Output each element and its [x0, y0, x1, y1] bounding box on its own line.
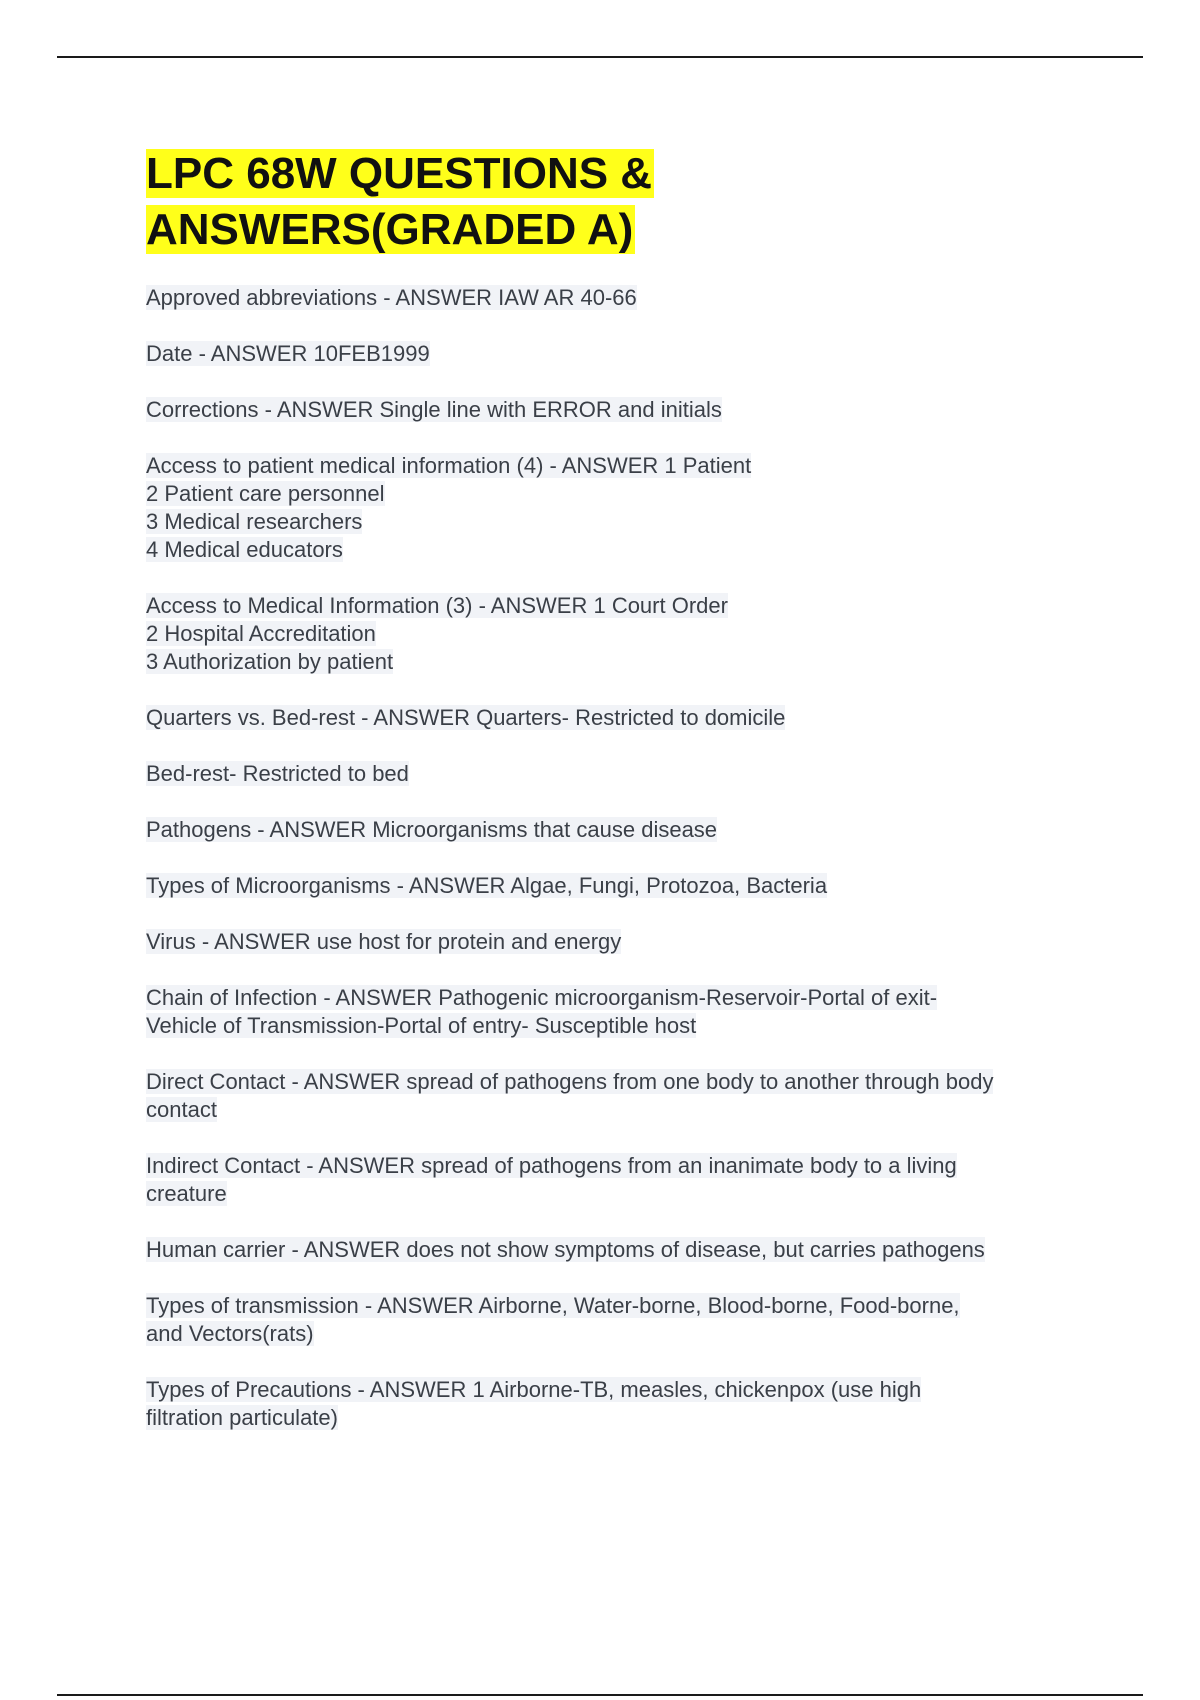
qa-item [146, 704, 1096, 732]
qa-text: Indirect Contact - ANSWER spread of pathogens from an inanimate body to a living creature [146, 1153, 957, 1206]
bottom-rule [57, 1694, 1143, 1696]
qa-item [146, 396, 1096, 424]
qa-text: Human carrier - ANSWER does not show symptoms of disease, but carries pathogens [146, 1237, 985, 1262]
qa-text: Access to patient medical information (4) - ANSWER 1 Patient 2 Patient care personnel 3 Medical researchers 4 Medical educators [146, 453, 752, 562]
qa-item [146, 816, 1096, 844]
qa-text: Direct Contact - ANSWER spread of pathogens from one body to another through body contact [146, 1069, 994, 1122]
qa-text: Virus - ANSWER use host for protein and energy [146, 929, 622, 954]
qa-item [146, 984, 1096, 1040]
qa-item [146, 1376, 1096, 1432]
document-body [146, 146, 1096, 1460]
top-rule [57, 56, 1143, 58]
document-title [146, 146, 1096, 258]
qa-text: Corrections - ANSWER Single line with ERROR and initials [146, 397, 722, 422]
qa-item [146, 1068, 1096, 1124]
qa-text: Date - ANSWER 10FEB1999 [146, 341, 430, 366]
qa-item [146, 1236, 1096, 1264]
qa-text: Pathogens - ANSWER Microorganisms that cause disease [146, 817, 718, 842]
qa-item [146, 760, 1096, 788]
qa-list [146, 284, 1096, 1432]
qa-text: Access to Medical Information (3) - ANSWER 1 Court Order 2 Hospital Accreditation 3 Authorization by patient [146, 593, 728, 674]
qa-text: Types of transmission - ANSWER Airborne, Water-borne, Blood-borne, Food-borne, and Vectors(rats) [146, 1293, 960, 1346]
qa-item [146, 284, 1096, 312]
qa-item [146, 340, 1096, 368]
qa-text: Bed-rest- Restricted to bed [146, 761, 409, 786]
qa-text: Chain of Infection - ANSWER Pathogenic microorganism-Reservoir-Portal of exit- Vehicle of Transmission-Portal of entry- Susceptible host [146, 985, 938, 1038]
qa-item [146, 1152, 1096, 1208]
qa-item [146, 1292, 1096, 1348]
document-title-text: LPC 68W QUESTIONS & ANSWERS(GRADED A) [146, 149, 653, 254]
qa-text: Types of Precautions - ANSWER 1 Airborne-TB, measles, chickenpox (use high filtration particulate) [146, 1377, 922, 1430]
qa-item [146, 452, 1096, 564]
qa-text: Approved abbreviations - ANSWER IAW AR 40-66 [146, 285, 637, 310]
qa-item [146, 928, 1096, 956]
qa-item [146, 592, 1096, 676]
qa-text: Quarters vs. Bed-rest - ANSWER Quarters- Restricted to domicile [146, 705, 786, 730]
qa-item [146, 872, 1096, 900]
qa-text: Types of Microorganisms - ANSWER Algae, Fungi, Protozoa, Bacteria [146, 873, 828, 898]
